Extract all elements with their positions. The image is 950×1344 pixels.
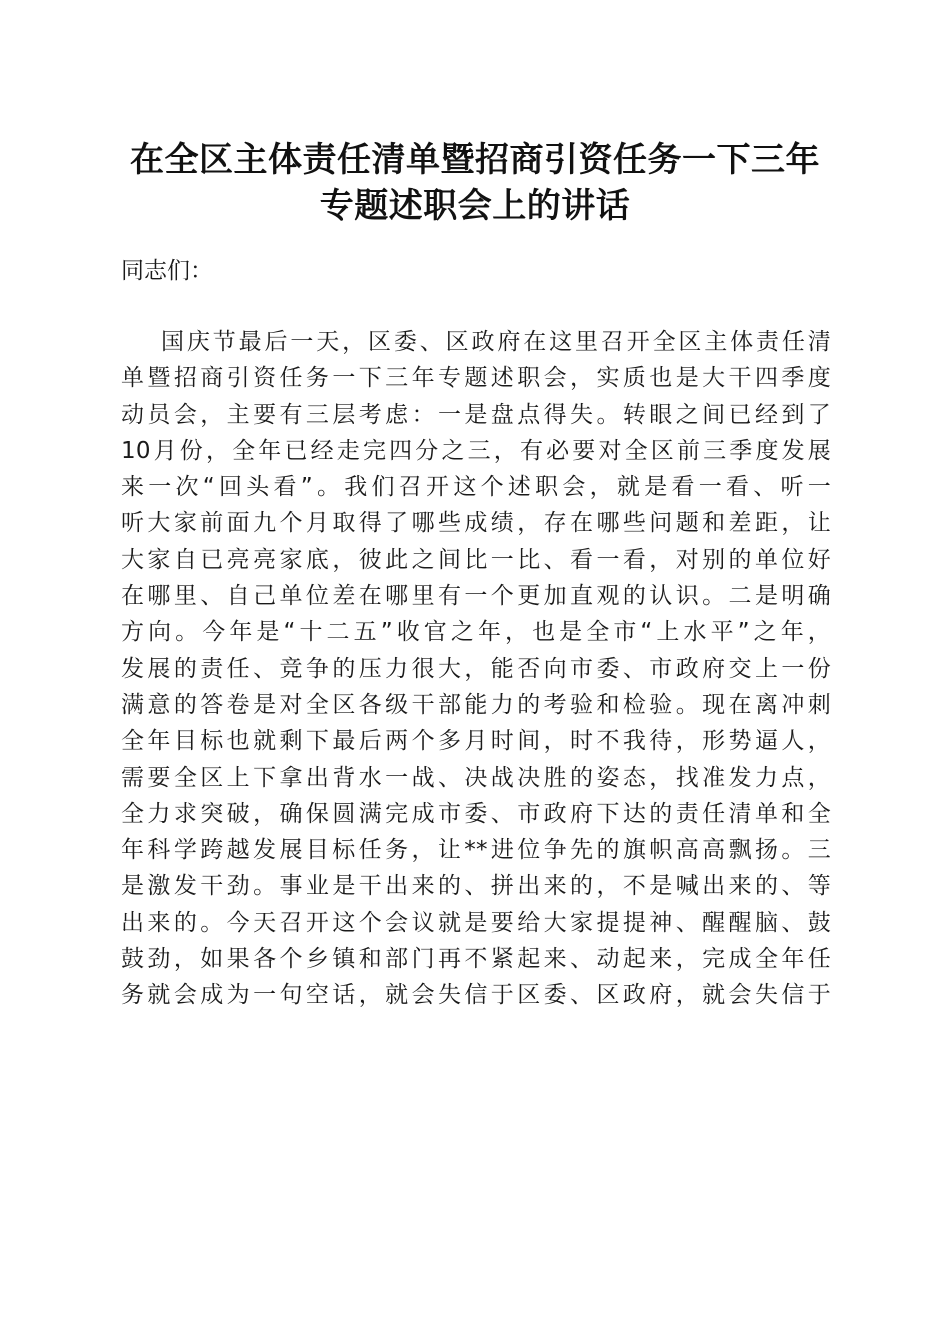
paragraph-line: 出来的。今天召开这个会议就是要给大家提提神、醒醒脑、鼓 — [121, 909, 831, 936]
paragraph-line: 鼓劲，如果各个乡镇和部门再不紧起来、动起来，完成全年任 — [121, 946, 831, 973]
document-title-line-1: 在全区主体责任清单暨招商引资任务一下三年 — [130, 140, 820, 180]
paragraph-line: 满意的答卷是对全区各级干部能力的考验和检验。现在离冲刺 — [121, 691, 831, 718]
paragraph-line: 全力求突破，确保圆满完成市委、市政府下达的责任清单和全 — [121, 800, 831, 827]
paragraph-line: 在哪里、自己单位差在哪里有一个更加直观的认识。二是明确 — [121, 583, 831, 610]
greeting: 同志们： — [121, 258, 213, 284]
paragraph-line: 单暨招商引资任务一下三年专题述职会，实质也是大干四季度 — [121, 365, 831, 392]
paragraph-line: 10月份，全年已经走完四分之三，有必要对全区前三季度发展 — [121, 437, 831, 464]
paragraph-line: 听大家前面九个月取得了哪些成绩，存在哪些问题和差距，让 — [121, 510, 831, 537]
paragraph-line: 年科学跨越发展目标任务，让**进位争先的旗帜高高飘扬。三 — [121, 837, 831, 864]
document-title-line-2: 专题述职会上的讲话 — [319, 186, 631, 226]
paragraph-line: 来一次“回头看”。我们召开这个述职会，就是看一看、听一 — [121, 474, 831, 501]
paragraph-line: 方向。今年是“十二五”收官之年，也是全市“上水平”之年， — [121, 619, 831, 646]
paragraph-line: 国庆节最后一天，区委、区政府在这里召开全区主体责任清 — [161, 329, 831, 355]
paragraph-line: 务就会成为一句空话，就会失信于区委、区政府，就会失信于 — [121, 982, 831, 1009]
paragraph-line: 大家自已亮亮家底，彼此之间比一比、看一看，对别的单位好 — [121, 546, 831, 573]
paragraph-line: 需要全区上下拿出背水一战、决战决胜的姿态，找准发力点， — [121, 764, 831, 791]
paragraph-line: 动员会，主要有三层考虑：一是盘点得失。转眼之间已经到了 — [121, 401, 831, 428]
body-paragraph — [121, 324, 831, 1014]
paragraph-line: 发展的责任、竞争的压力很大，能否向市委、市政府交上一份 — [121, 655, 831, 682]
paragraph-line: 全年目标也就剩下最后两个多月时间，时不我待，形势逼人， — [121, 728, 831, 755]
paragraph-line: 是激发干劲。事业是干出来的、拼出来的，不是喊出来的、等 — [121, 873, 831, 900]
